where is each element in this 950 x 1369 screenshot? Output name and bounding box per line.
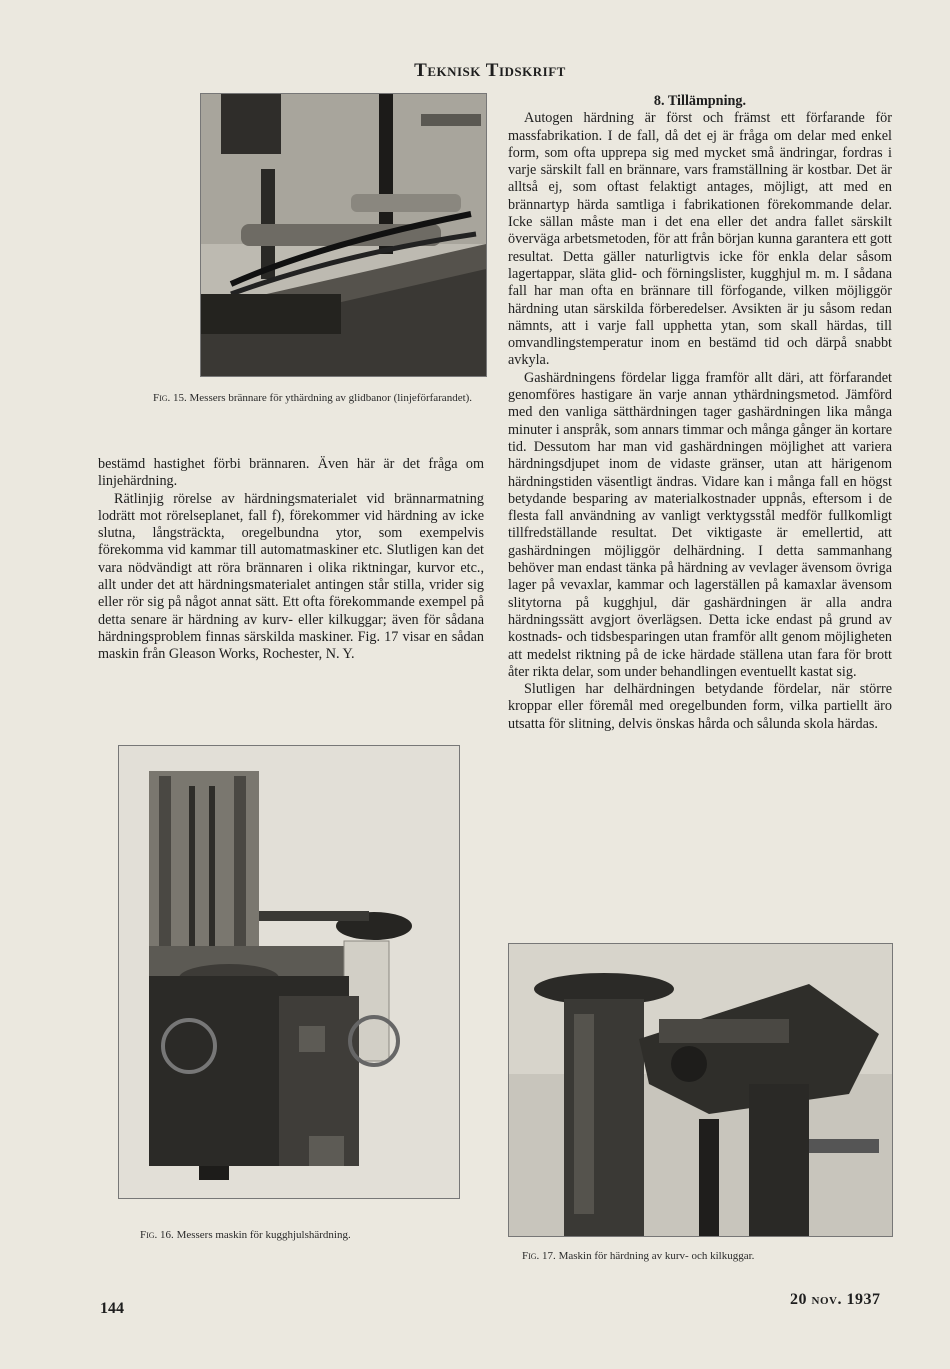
figure-15-caption-text: Messers brännare för ythärdning av glidbanor (linjeförfarandet).: [189, 392, 473, 404]
figure-17-number: Fig. 17.: [522, 1250, 556, 1262]
issue-date-year: 1937: [846, 1291, 881, 1308]
right-paragraph-3: Slutligen har delhärdningen betydande fördelar, när större kroppar eller föremål med oregelbunden form, vilka partiellt äro utsatta för slitning, delvis önskas hårda och sålunda skola härdas.: [508, 681, 892, 732]
figure-17-caption: [522, 1250, 882, 1263]
figure-16-number: Fig. 16.: [140, 1229, 174, 1241]
figure-17-photo: [508, 943, 893, 1237]
figure-16-caption: [140, 1229, 460, 1242]
figure-15-caption: [150, 392, 475, 405]
issue-date-month: nov.: [811, 1291, 842, 1308]
masthead: Teknisk Tidskrift: [414, 60, 566, 81]
figure-15-number: Fig. 15.: [152, 392, 187, 404]
figure-15-photo: [200, 93, 487, 377]
page-number: 144: [100, 1300, 124, 1317]
left-paragraph-1: bestämd hastighet förbi brännaren. Även här är det fråga om linjehärdning.: [98, 456, 484, 490]
issue-date: [790, 1291, 880, 1309]
issue-date-day: 20: [790, 1291, 807, 1308]
left-paragraph-2: Rätlinjig rörelse av härdningsmaterialet vid brännarmatning lodrätt mot rörelseplanet, fall f), förekommer vid härdning av icke slutna, långsträckta, oregelbundna ytor, som exempelvis förekomma vid kammar till automatmaskiner etc. Slutligen kan det vara nödvändigt att röra brännaren i olika riktningar, kurvor etc., allt under det att härdningsmaterialet antingen står stilla, vrider sig eller rör sig på något annat sätt. Ett ofta förekommande exempel på detta senare är härdning av kurv- eller kilkuggar; även för sådana härdningsproblem finnas särskilda maskiner. Fig. 17 visar en sådan maskin från Gleason Works, Rochester, N. Y.: [98, 490, 484, 663]
section-heading: 8. Tillämpning.: [653, 93, 747, 109]
figure-17-caption-text: Maskin för härdning av kurv- och kilkuggar.: [558, 1250, 755, 1262]
right-paragraph-2: Gashärdningens fördelar ligga framför allt däri, att förfarandet genomföres hastigare än varje annan ythärdningsmetod. Jämförd med den vanliga sätthärdningen tager gashärdningen lika många minuter i anspråk, som annars timmar och många gånger än kortare tid. Dessutom har man vid gashärdningen möjlighet att variera härdningsdjupet inom de vidaste gränser, utan att härigenom härdningstiden väsentligt ändras. Vidare kan i många fall en högst betydande besparing av materialkostnader uppnås, eftersom i de flesta fall användning av vanligt verktygsstål medför fullkomligt tillfredställande resultat. Det viktigaste är emellertid, att gashärdningen möjliggör delhärdning. I detta sammanhang behöver man endast tänka på härdning av vevlager ävensom övriga lager på vevaxlar, kammar och lagerställen på kamaxlar ävensom slitytorna på kugghjul, där gashärdningen är alla andra härdningssätt avgjort överlägsen. Detta icke endast på grund av kostnads- och tidsbesparingen utan framför allt genom möjligheten att medelst riktning på de icke härdade ställena utan fara för brott åter rikta delar, som under behandlingen eventuellt kastat sig.: [508, 369, 892, 680]
figure-16-photo: [118, 745, 460, 1199]
right-paragraph-1: Autogen härdning är först och främst ett förfarande för massfabrikation. I de fall, då det ej är fråga om delar med enkel form, som ofta upprepa sig med mycket små ändringar, fordras i varje särskilt fall en brännare, vars framställning är kostbar. Det är alltså ej, som oftast felaktigt antages, möjligt, att med en brännartyp härda samtliga i fabrikationen förekommande delar. Icke sällan måste man i det ena eller det andra fallet särskilt överväga arbetsmetoden, för att från början kunna garantera ett gott resultat. Detta gäller naturligtvis icke för enkla delar såsom lagertappar, släta glid- och förningslister, kugghjul m. m. I sådana fall har man ofta en brännare till förfogande, vilken möjliggör härdning utan särskilda förberedelser. Avsikten är ju såsom redan nämnts, att i varje fall upphetta ytan, som skall härdas, till omvandlingstemperatur inom en bestämd tid och därpå snabbt avkyla.: [508, 110, 892, 369]
right-text-column: [508, 93, 892, 733]
figure-16-caption-text: Messers maskin för kugghjulshärdning.: [176, 1229, 351, 1241]
left-text-column: [98, 456, 484, 664]
